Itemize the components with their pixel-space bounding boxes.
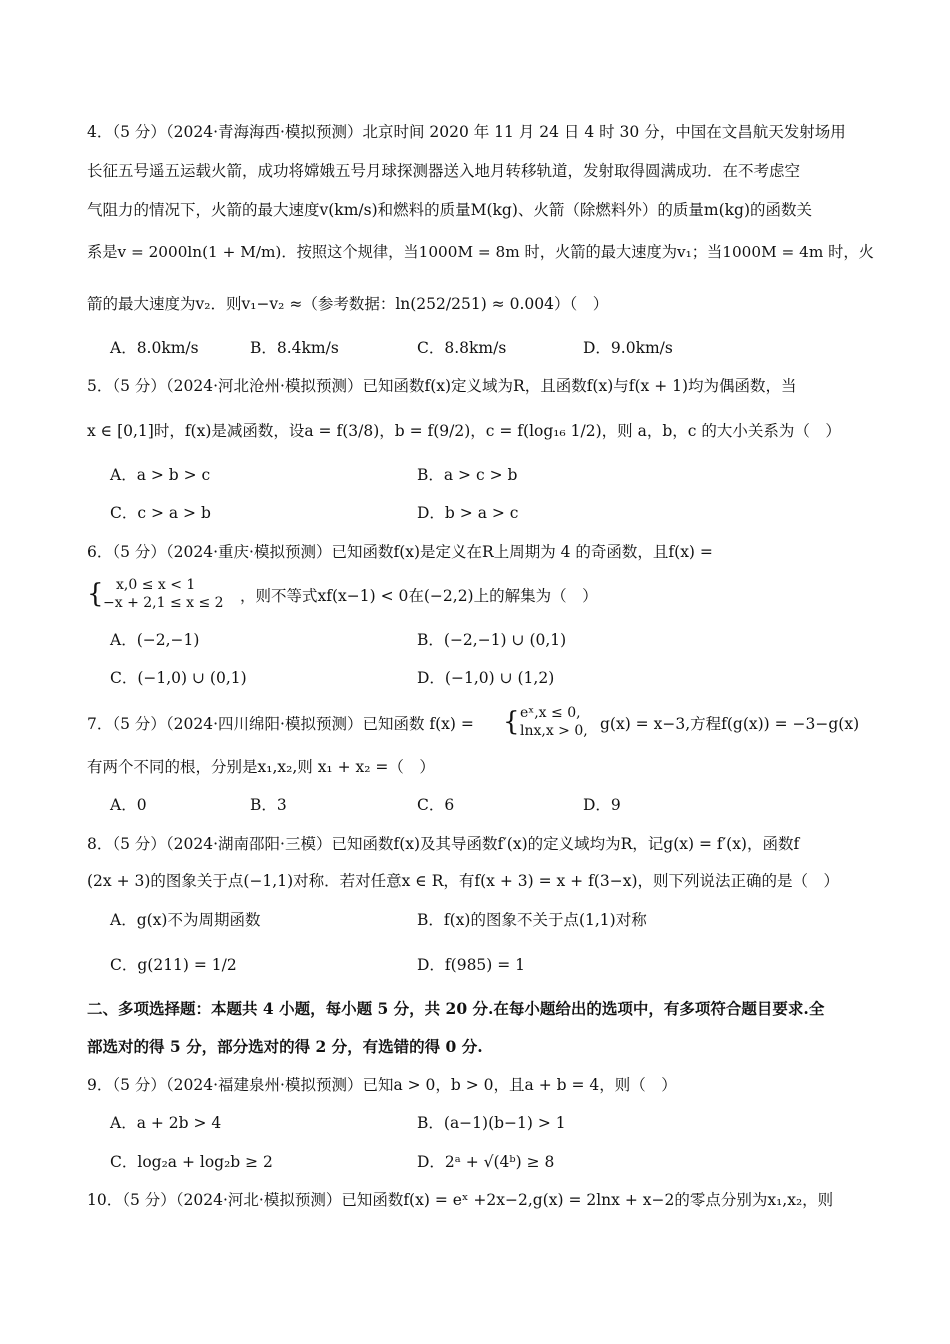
q5-line-2: x ∈ [0,1]时，f(x)是减函数，设a = f(3/8)，b = f(9/2)，c = f(log₁₆ 1/2)，则 a，b，c 的大小关系为（ ） <box>87 422 841 440</box>
q7-option-b: B．3 <box>250 796 287 814</box>
q4-line-3: 气阻力的情况下，火箭的最大速度v(km/s)和燃料的质量M(kg)、火箭（除燃料外）的质量m(kg)的函数关 <box>87 201 813 219</box>
q8-option-d: D．f(985) = 1 <box>417 956 526 974</box>
q4-option-b: B．8.4km/s <box>250 339 339 357</box>
q7-option-d: D．9 <box>583 796 621 814</box>
q7-brace: { <box>503 707 520 737</box>
q6-option-b: B．(−2,−1) ∪ (0,1) <box>417 631 567 649</box>
q6-brace: { <box>87 579 104 609</box>
section-2-heading-line-1: 二、多项选择题：本题共 4 小题，每小题 5 分，共 20 分.在每小题给出的选项中，有多项符合题目要求.全 <box>87 999 825 1018</box>
q7-line-2: 有两个不同的根，分别是x₁,x₂,则 x₁ + x₂ =（ ） <box>87 758 435 776</box>
q4-line-1: 4．（5 分）（2024·青海海西·模拟预测）北京时间 2020 年 11 月 24 日 4 时 30 分，中国在文昌航天发射场用 <box>87 123 846 141</box>
q4-option-d: D．9.0km/s <box>583 339 673 357</box>
q4-line-5: 箭的最大速度为v₂．则v₁−v₂ ≈（参考数据：ln(252/251) ≈ 0.004）（ ） <box>87 295 609 313</box>
q7-piece-2: lnx,x > 0, <box>520 723 588 739</box>
q5-option-b: B．a > c > b <box>417 466 518 484</box>
q9-option-a: A．a + 2b > 4 <box>110 1114 222 1132</box>
q9-option-c: C．log₂a + log₂b ≥ 2 <box>110 1153 273 1171</box>
q4-option-a: A．8.0km/s <box>110 339 199 357</box>
q7-line-1: 7．（5 分）（2024·四川绵阳·模拟预测）已知函数 f(x) = <box>87 715 474 733</box>
q4-line-4: 系是v = 2000ln(1 + M/m)．按照这个规律，当1000M = 8m 时，火箭的最大速度为v₁；当1000M = 4m 时，火 <box>87 243 874 261</box>
q9-option-d: D．2ᵃ + √(4ᵇ) ≥ 8 <box>417 1153 555 1171</box>
q5-option-a: A．a > b > c <box>110 466 211 484</box>
q7-option-c: C．6 <box>417 796 455 814</box>
q4-option-c: C．8.8km/s <box>417 339 507 357</box>
q6-piece-1: x,0 ≤ x < 1 <box>116 577 196 593</box>
q5-line-1: 5．（5 分）（2024·河北沧州·模拟预测）已知函数f(x)定义域为R，且函数f(x)与f(x + 1)均为偶函数，当 <box>87 377 797 395</box>
q6-option-d: D．(−1,0) ∪ (1,2) <box>417 669 555 687</box>
q10-line-1: 10．（5 分）（2024·河北·模拟预测）已知函数f(x) = eˣ +2x−2,g(x) = 2lnx + x−2的零点分别为x₁,x₂，则 <box>87 1191 834 1209</box>
q8-line-1: 8．（5 分）（2024·湖南邵阳·三模）已知函数f(x)及其导函数f′(x)的定义域均为R，记g(x) = f′(x)，函数f <box>87 835 800 853</box>
q8-option-c: C．g(211) = 1/2 <box>110 956 237 974</box>
q4-line-2: 长征五号遥五运载火箭，成功将嫦娥五号月球探测器送入地月转移轨道，发射取得圆满成功．在不考虑空 <box>87 162 801 180</box>
q6-line-1: 6．（5 分）（2024·重庆·模拟预测）已知函数f(x)是定义在R上周期为 4 的奇函数，且f(x) = <box>87 543 713 561</box>
q8-option-b: B．f(x)的图象不关于点(1,1)对称 <box>417 911 647 929</box>
q9-line-1: 9．（5 分）（2024·福建泉州·模拟预测）已知a > 0，b > 0，且a + b = 4，则（ ） <box>87 1076 677 1094</box>
q6-line-2: ，则不等式xf(x−1) < 0在(−2,2)上的解集为（ ） <box>240 587 598 605</box>
q8-line-2: (2x + 3)的图象关于点(−1,1)对称．若对任意x ∈ R，有f(x + 3) = x + f(3−x)，则下列说法正确的是（ ） <box>87 872 839 890</box>
q7-piece-1: eˣ,x ≤ 0, <box>520 705 581 721</box>
q5-option-d: D．b > a > c <box>417 504 519 522</box>
q7-line-1-tail: g(x) = x−3,方程f(g(x)) = −3−g(x) <box>600 715 860 733</box>
q6-option-c: C．(−1,0) ∪ (0,1) <box>110 669 247 687</box>
q9-option-b: B．(a−1)(b−1) > 1 <box>417 1114 566 1132</box>
section-2-heading-line-2: 部选对的得 5 分，部分选对的得 2 分，有选错的得 0 分. <box>87 1037 483 1056</box>
q8-option-a: A．g(x)不为周期函数 <box>110 911 261 929</box>
q7-option-a: A．0 <box>110 796 147 814</box>
q6-option-a: A．(−2,−1) <box>110 631 200 649</box>
q5-option-c: C．c > a > b <box>110 504 211 522</box>
q6-piece-2: −x + 2,1 ≤ x ≤ 2 <box>103 595 224 611</box>
